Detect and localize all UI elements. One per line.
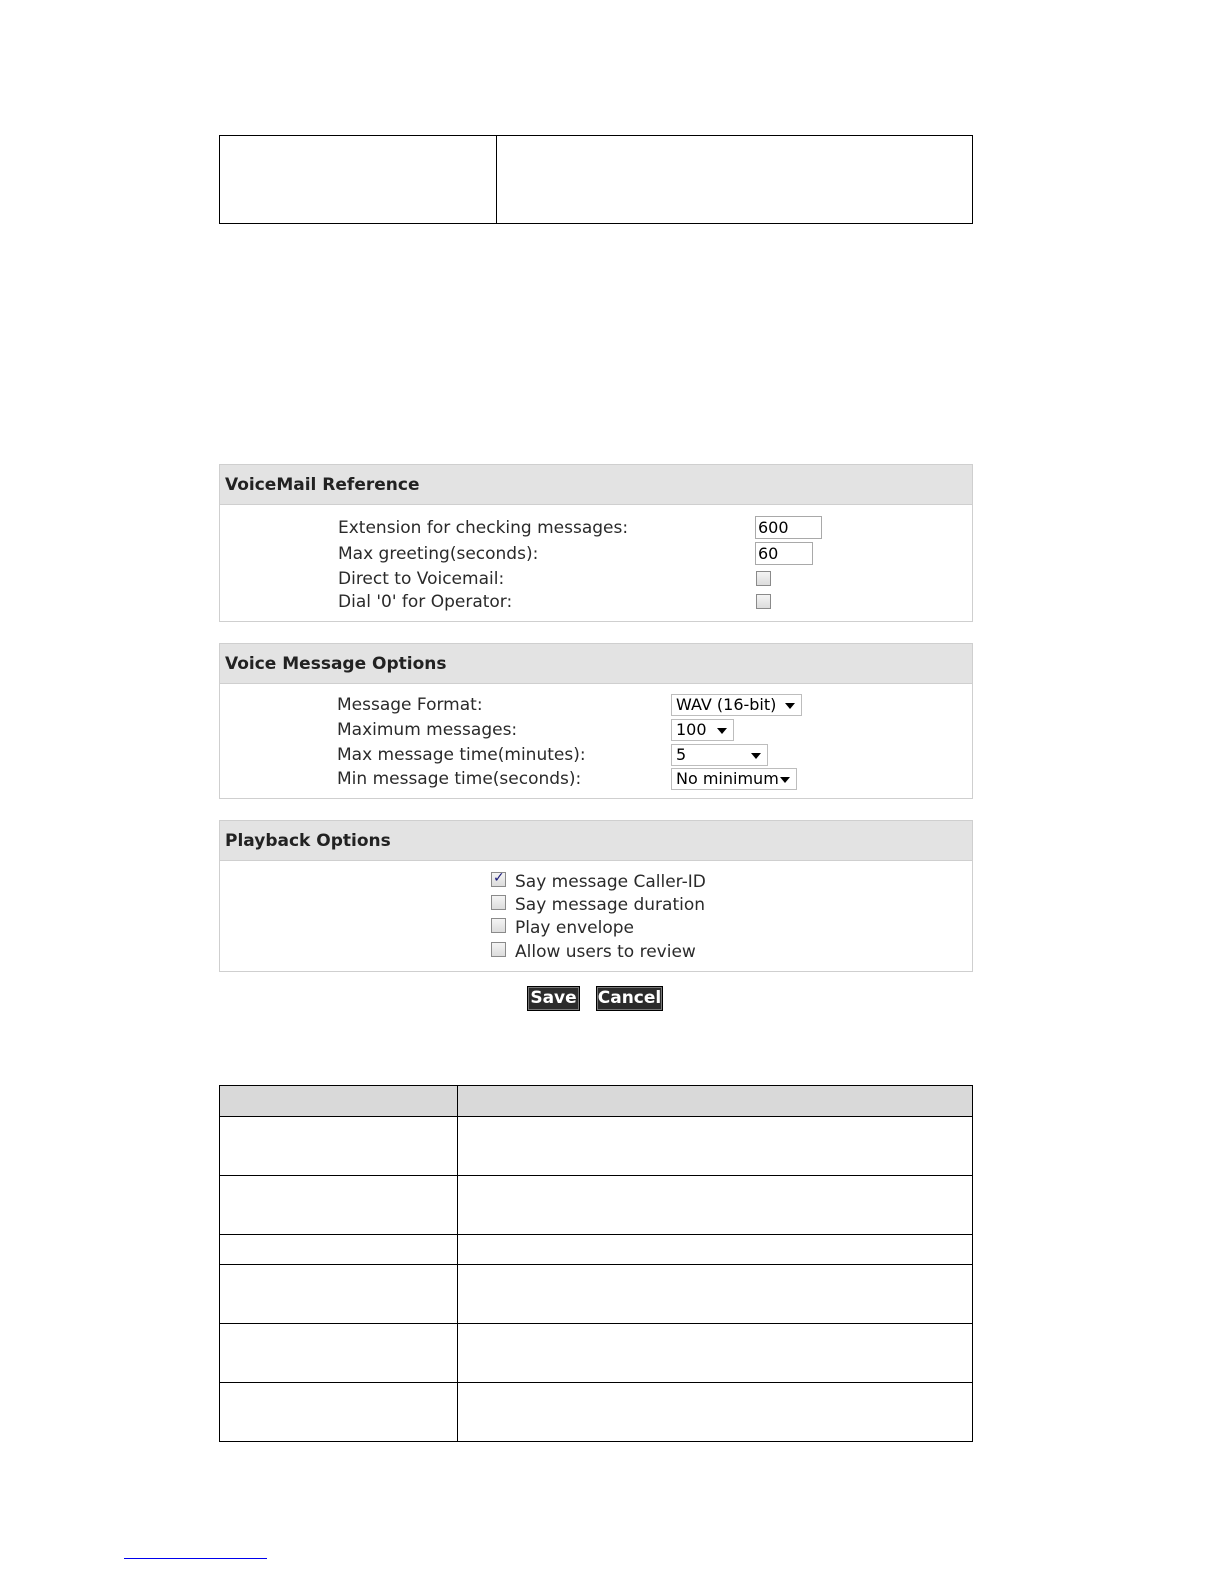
allow-review-label: Allow users to review [515, 942, 696, 962]
save-button[interactable]: Save [527, 986, 580, 1011]
max-message-time-value: 5 [676, 745, 687, 764]
description-table-header [220, 1086, 972, 1117]
min-message-time-label: Min message time(seconds): [337, 769, 582, 789]
say-caller-id-label: Say message Caller-ID [515, 872, 706, 892]
say-caller-id-checkbox[interactable] [491, 872, 506, 887]
chevron-down-icon [785, 703, 795, 709]
max-greeting-label: Max greeting(seconds): [338, 544, 539, 564]
table-row-divider [220, 1175, 972, 1176]
voice-message-options-panel [219, 643, 973, 799]
chevron-down-icon [717, 728, 727, 734]
dial-zero-label: Dial '0' for Operator: [338, 592, 513, 612]
table-row-divider [220, 1264, 972, 1265]
playback-options-panel [219, 820, 973, 972]
play-envelope-checkbox[interactable] [491, 918, 506, 933]
extension-input[interactable] [755, 516, 822, 539]
min-message-time-select[interactable] [671, 768, 797, 790]
cancel-button[interactable]: Cancel [596, 986, 663, 1011]
voicemail-reference-title: VoiceMail Reference [220, 465, 972, 505]
say-duration-checkbox[interactable] [491, 895, 506, 910]
voicemail-reference-panel [219, 464, 973, 622]
dial-zero-checkbox[interactable] [756, 594, 771, 609]
table-row-divider [220, 1382, 972, 1383]
max-message-time-label: Max message time(minutes): [337, 745, 586, 765]
direct-to-voicemail-checkbox[interactable] [756, 571, 771, 586]
playback-options-title: Playback Options [220, 821, 972, 861]
description-table [219, 1085, 973, 1442]
maximum-messages-label: Maximum messages: [337, 720, 518, 740]
maximum-messages-select[interactable] [671, 719, 734, 741]
min-message-time-value: No minimum [676, 769, 779, 788]
maximum-messages-value: 100 [676, 720, 707, 739]
message-format-value: WAV (16-bit) [676, 695, 777, 714]
top-table-divider [496, 136, 497, 223]
table-row-divider [220, 1234, 972, 1235]
direct-to-voicemail-label: Direct to Voicemail: [338, 569, 505, 589]
say-duration-label: Say message duration [515, 895, 706, 915]
message-format-label: Message Format: [337, 695, 483, 715]
message-format-select[interactable] [671, 694, 802, 716]
chevron-down-icon [751, 753, 761, 759]
max-message-time-select[interactable] [671, 744, 768, 766]
chevron-down-icon [780, 777, 790, 783]
voice-message-options-title: Voice Message Options [220, 644, 972, 684]
top-table [219, 135, 973, 224]
allow-review-checkbox[interactable] [491, 942, 506, 957]
max-greeting-input[interactable] [755, 542, 813, 565]
play-envelope-label: Play envelope [515, 918, 634, 938]
extension-label: Extension for checking messages: [338, 518, 629, 538]
footnote-separator [124, 1558, 267, 1559]
table-row-divider [220, 1323, 972, 1324]
